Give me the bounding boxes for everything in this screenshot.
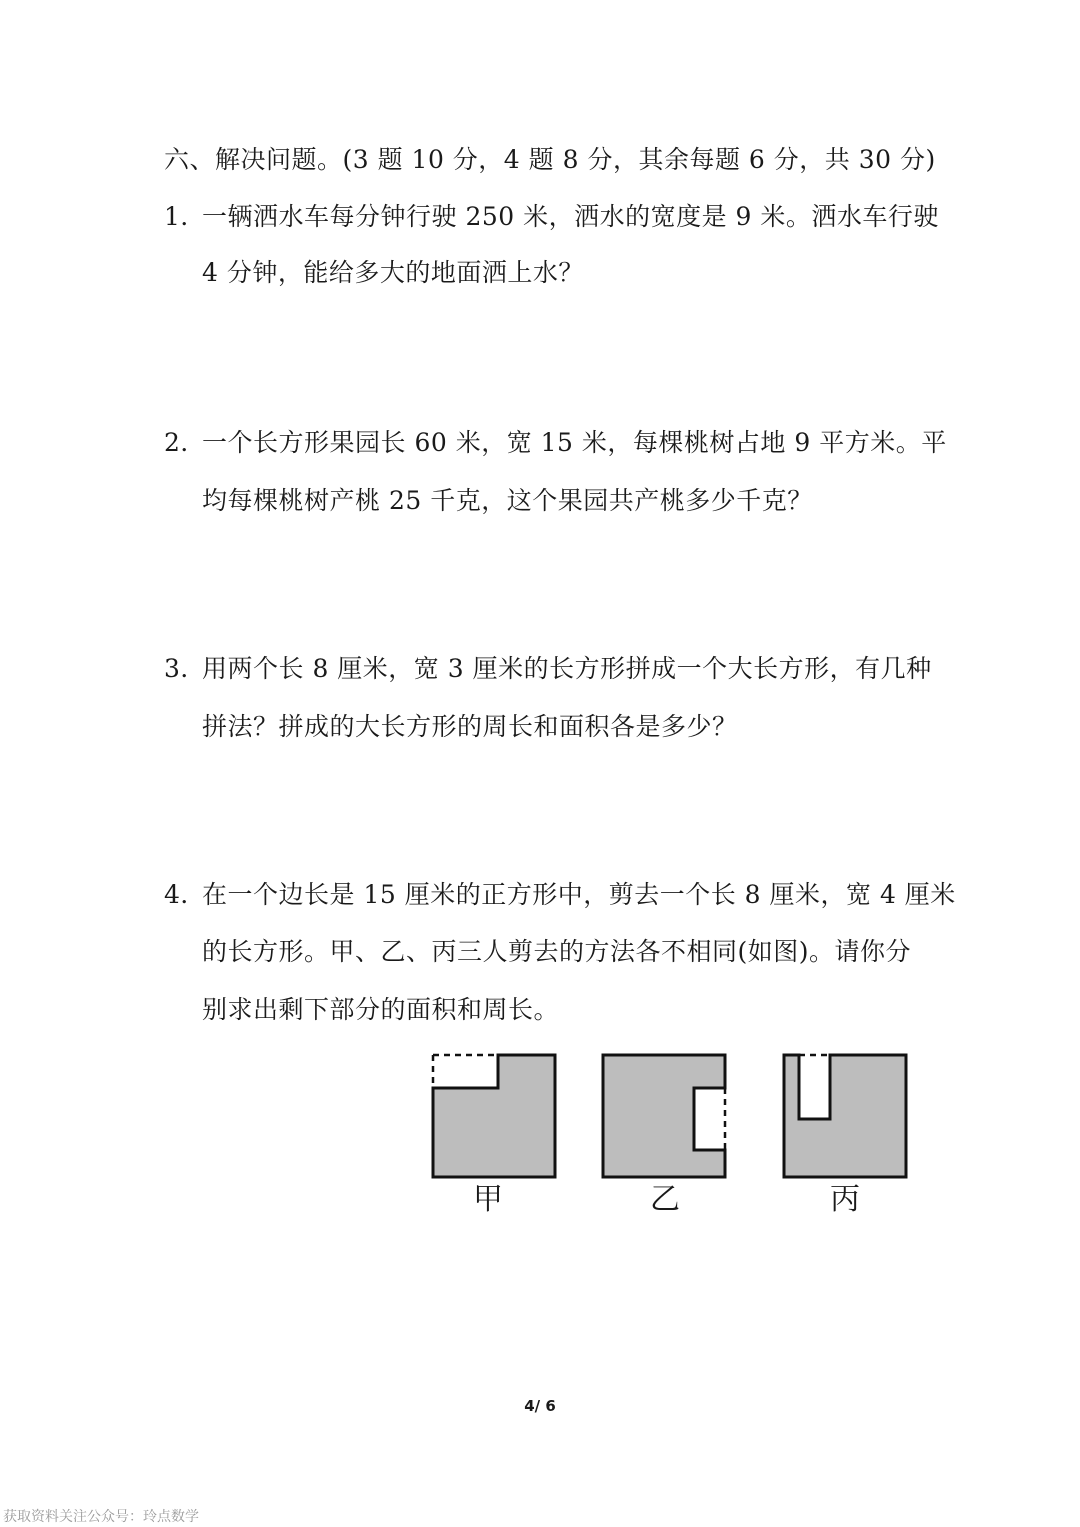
page-number: 4/ 6 <box>524 1397 556 1415</box>
question-number: 1． <box>164 202 206 231</box>
question-number: 2． <box>164 428 206 457</box>
question-text-line: 均每棵桃树产桃 25 千克，这个果园共产桃多少千克？ <box>202 486 813 515</box>
figure-jia <box>433 1055 555 1177</box>
section-header: 六、解决问题。(3 题 10 分，4 题 8 分，其余每题 6 分，共 30 分) <box>164 145 936 174</box>
figure-bing <box>784 1055 906 1177</box>
question-number: 4． <box>164 880 206 909</box>
question-text-line: 别求出剩下部分的面积和周长。 <box>202 995 560 1024</box>
figure-label-yi: 乙 <box>650 1182 680 1217</box>
figure-jia-remaining-area <box>433 1055 555 1177</box>
question-number: 3． <box>164 654 206 683</box>
question-text-line: 用两个长 8 厘米，宽 3 厘米的长方形拼成一个大长方形，有几种 <box>202 654 932 683</box>
figure-bing-remaining-area <box>784 1055 906 1177</box>
footer-watermark-text: 获取资料关注公众号：玲点数学 <box>3 1509 199 1525</box>
question-text-line: 拼法？拼成的大长方形的周长和面积各是多少？ <box>202 712 738 741</box>
figure-label-jia: 甲 <box>473 1182 503 1217</box>
question-text-line: 的长方形。甲、乙、丙三人剪去的方法各不相同(如图)。请你分 <box>202 937 912 966</box>
figure-label-bing: 丙 <box>830 1182 860 1217</box>
question-text-line: 4 分钟，能给多大的地面洒上水？ <box>202 258 584 287</box>
figure-yi <box>603 1055 725 1177</box>
figure-yi-remaining-area <box>603 1055 725 1177</box>
question-text-line: 一辆洒水车每分钟行驶 250 米，洒水的宽度是 9 米。洒水车行驶 <box>202 202 939 231</box>
question-text-line: 一个长方形果园长 60 米，宽 15 米，每棵桃树占地 9 平方米。平 <box>202 428 947 457</box>
question-text-line: 在一个边长是 15 厘米的正方形中，剪去一个长 8 厘米，宽 4 厘米 <box>202 880 956 909</box>
